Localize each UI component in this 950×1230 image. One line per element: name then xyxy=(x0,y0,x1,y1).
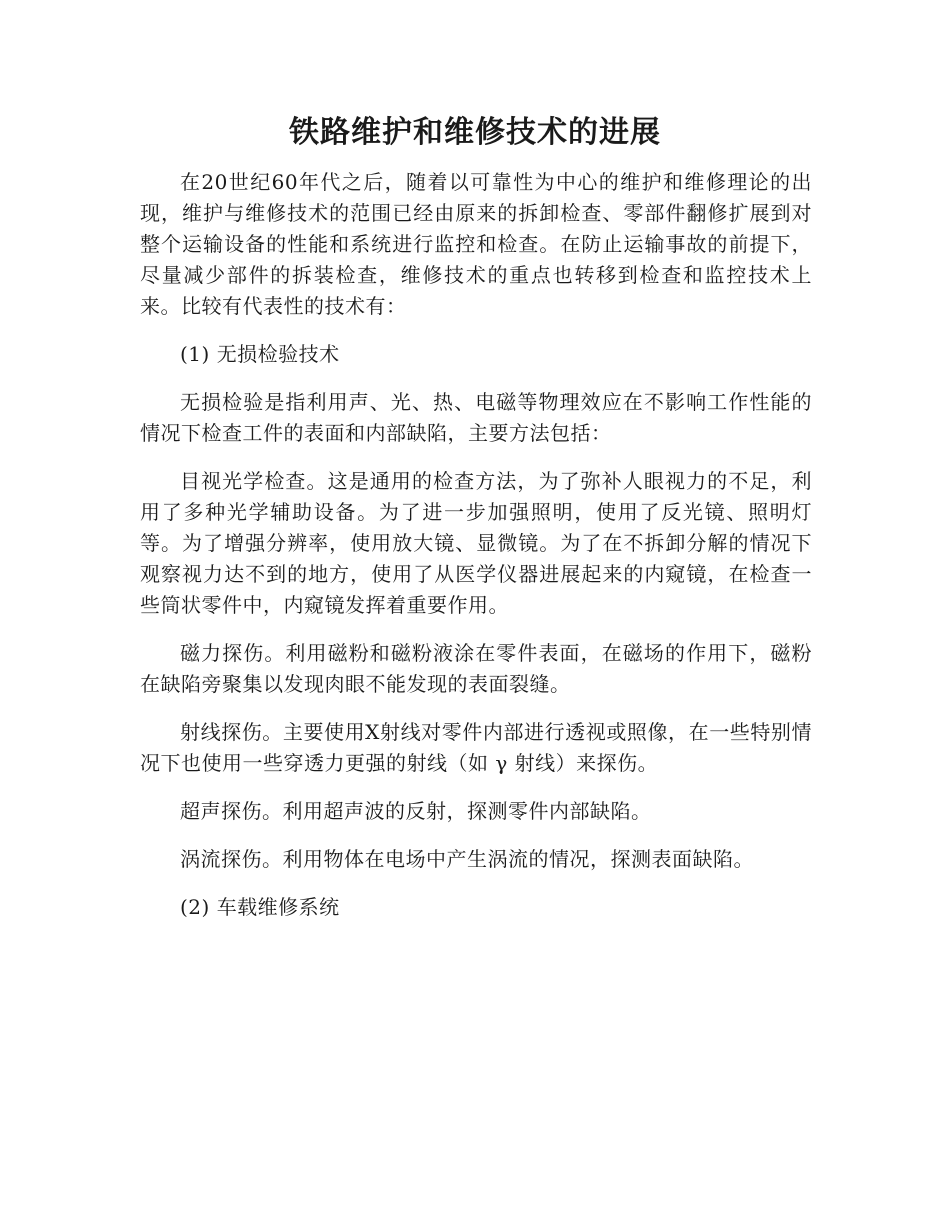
document-body xyxy=(140,167,812,940)
section-heading-ndt: (1) 无损检验技术 xyxy=(180,342,340,366)
document-title: 铁路维护和维修技术的进展 xyxy=(289,115,661,150)
paragraph-visual-inspection: 目视光学检查。这是通用的检查方法，为了弥补人眼视力的不足，利用了多种光学辅助设备。为了进一步加强照明，使用了反光镜、照明灯等。为了增强分辨率，使用放大镜、显微镜。为了在不拆卸分解的情况下观察视力达不到的地方，使用了从医学仪器进展起来的内窥镜，在检查一些筒状零件中，内窥镜发挥着重要作用。 xyxy=(140,469,812,617)
paragraph-magnetic-testing: 磁力探伤。利用磁粉和磁粉液涂在零件表面，在磁场的作用下，磁粉在缺陷旁聚集以发现肉眼不能发现的表面裂缝。 xyxy=(140,641,812,696)
paragraph-intro: 在20世纪60年代之后，随着以可靠性为中心的维护和维修理论的出现，维护与维修技术的范围已经由原来的拆卸检查、零部件翻修扩展到对整个运输设备的性能和系统进行监控和检查。在防止运输事故的前提下，尽量减少部件的拆装检查，维修技术的重点也转移到检查和监控技术上来。比较有代表性的技术有： xyxy=(140,170,812,318)
paragraph-radiographic-testing: 射线探伤。主要使用X射线对零件内部进行透视或照像，在一些特别情况下也使用一些穿透力更强的射线（如 γ 射线）来探伤。 xyxy=(140,720,812,775)
paragraph-ndt-definition: 无损检验是指利用声、光、热、电磁等物理效应在不影响工作性能的情况下检查工件的表面和内部缺陷，主要方法包括： xyxy=(140,390,812,445)
paragraph-ultrasonic-testing: 超声探伤。利用超声波的反射，探测零件内部缺陷。 xyxy=(180,799,652,823)
section-heading-onboard-maintenance: (2) 车载维修系统 xyxy=(180,895,340,919)
paragraph-eddy-current-testing: 涡流探伤。利用物体在电场中产生涡流的情况，探测表面缺陷。 xyxy=(180,847,754,871)
